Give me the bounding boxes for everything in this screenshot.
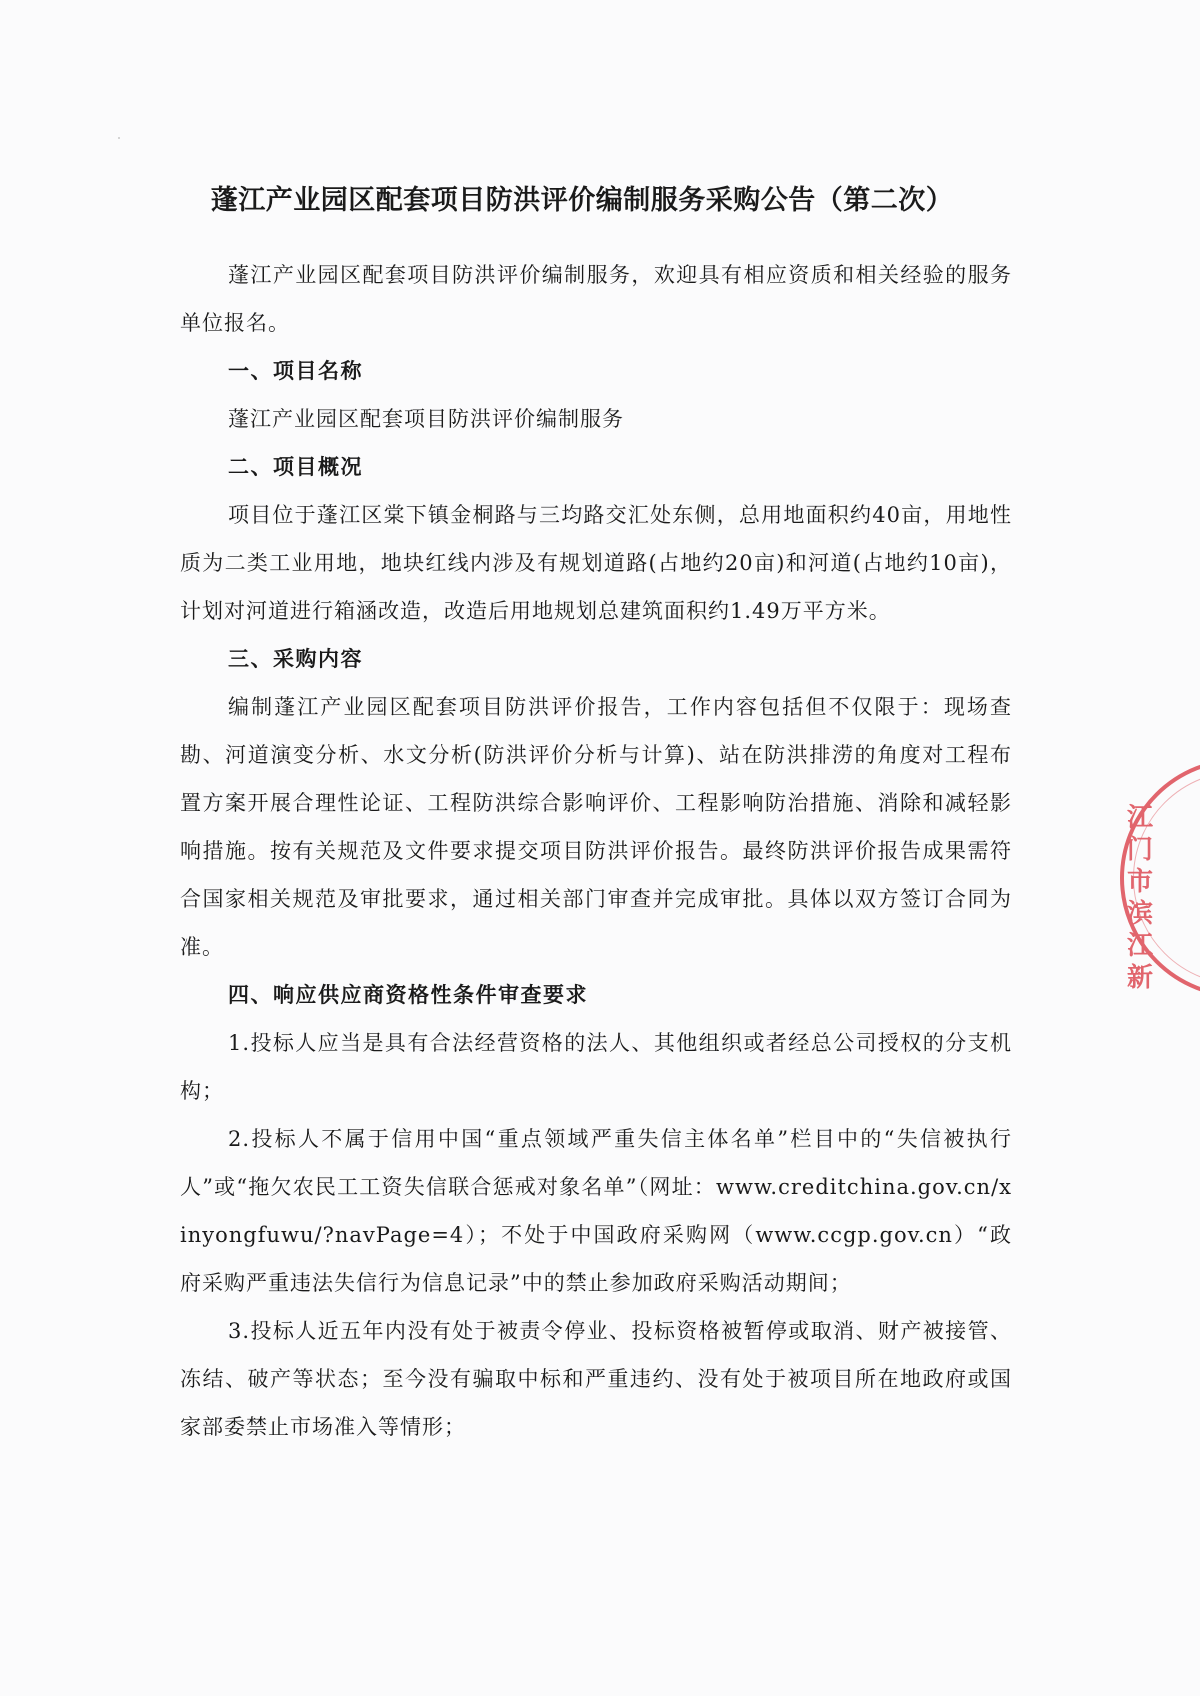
- section-heading: 一、项目名称: [228, 358, 363, 383]
- section-project-name: [180, 347, 1012, 443]
- scan-speck: [118, 137, 120, 139]
- section-heading: 四、响应供应商资格性条件审查要求: [228, 982, 588, 1007]
- section-heading: 二、项目概况: [228, 454, 363, 479]
- section-paragraph: 编制蓬江产业园区配套项目防洪评价报告，工作内容包括但不仅限于：现场查勘、河道演变分析、水文分析(防洪评价分析与计算)、站在防洪排涝的角度对工程布置方案开展合理性论证、工程防洪综合影响评价、工程影响防治措施、消除和减轻影响措施。按有关规范及文件要求提交项目防洪评价报告。最终防洪评价报告成果需符合国家相关规范及审批要求，通过相关部门审查并完成审批。具体以双方签订合同为准。: [180, 695, 1012, 959]
- section-heading: 三、采购内容: [228, 646, 363, 671]
- section-procurement-content: [180, 635, 1012, 971]
- section-paragraph: 项目位于蓬江区棠下镇金桐路与三均路交汇处东侧，总用地面积约40亩，用地性质为二类工业用地，地块红线内涉及有规划道路(占地约20亩)和河道(占地约10亩)，计划对河道进行箱涵改造，改造后用地规划总建筑面积约1.49万平方米。: [180, 503, 1012, 623]
- requirement-item: 2.投标人不属于信用中国“重点领域严重失信主体名单”栏目中的“失信被执行人”或“拖欠农民工工资失信联合惩戒对象名单”（网址：www.creditchina.gov.cn/xinyongfuwu/?navPage=4）；不处于中国政府采购网（www.ccgp.gov.cn）“政府采购严重违法失信行为信息记录”中的禁止参加政府采购活动期间；: [180, 1127, 1012, 1295]
- requirement-item: 3.投标人近五年内没有处于被责令停业、投标资格被暂停或取消、财产被接管、冻结、破产等状态；至今没有骗取中标和严重违约、没有处于被项目所在地政府或国家部委禁止市场准入等情形；: [180, 1319, 1012, 1439]
- intro-paragraph: 蓬江产业园区配套项目防洪评价编制服务，欢迎具有相应资质和相关经验的服务单位报名。: [180, 263, 1012, 335]
- section-paragraph: 蓬江产业园区配套项目防洪评价编制服务: [228, 407, 624, 431]
- requirement-item: 1.投标人应当是具有合法经营资格的法人、其他组织或者经总公司授权的分支机构；: [180, 1031, 1012, 1103]
- section-project-overview: [180, 443, 1012, 635]
- seal-text: 江门市滨江新: [1126, 803, 1153, 993]
- document-body: [180, 178, 1012, 1451]
- section-qualification-requirements: [180, 971, 1012, 1451]
- document-title: 蓬江产业园区配套项目防洪评价编制服务采购公告（第二次）: [210, 185, 954, 216]
